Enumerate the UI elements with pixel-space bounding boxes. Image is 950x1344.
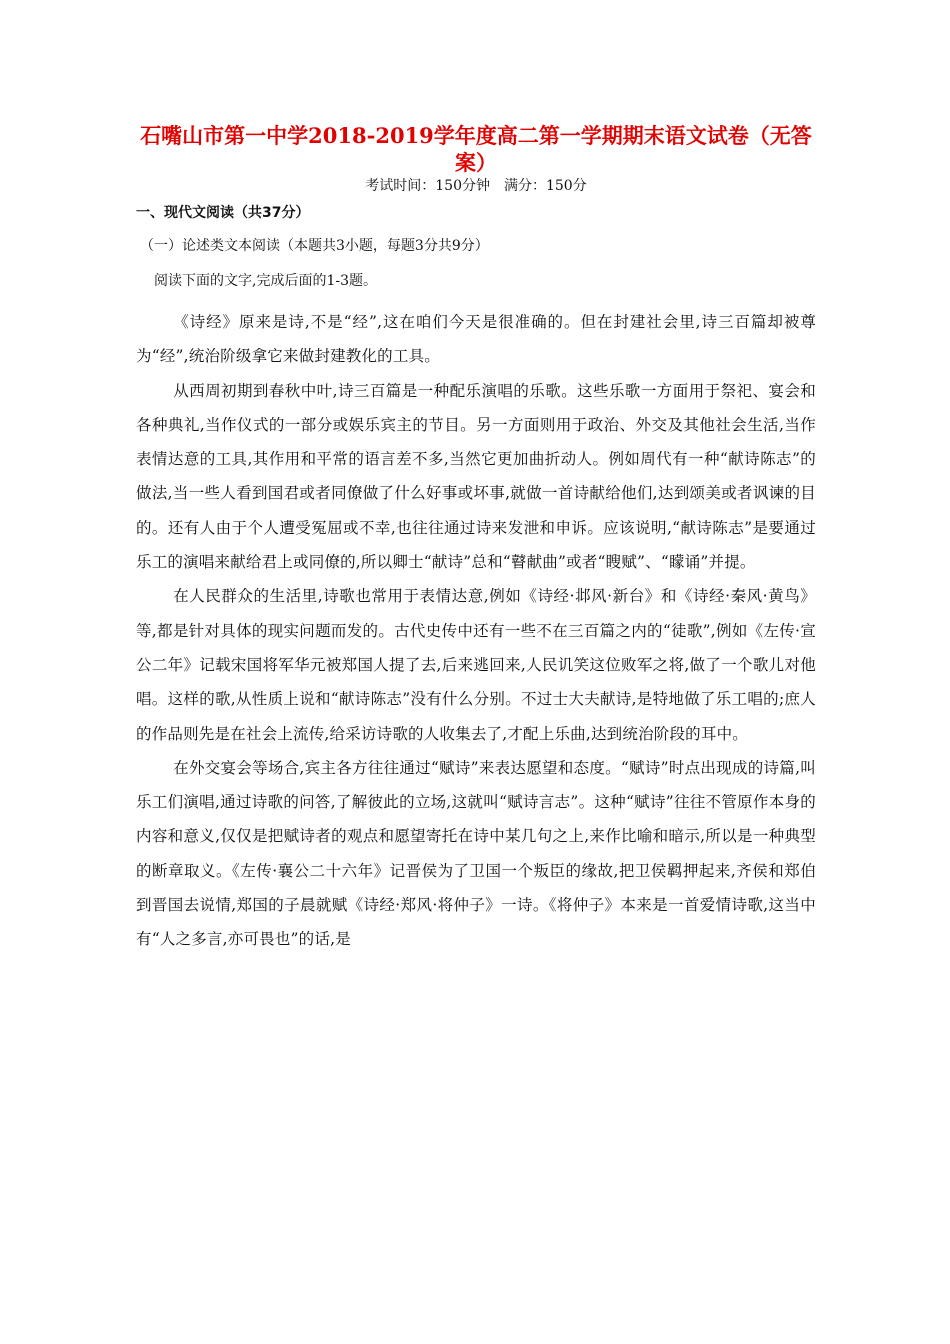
section-heading: 一、现代文阅读（共37分） xyxy=(136,205,310,221)
reading-instruction: 阅读下面的文字,完成后面的1-3题。 xyxy=(154,273,377,289)
passage-paragraph-4: 在外交宴会等场合,宾主各方往往通过“赋诗”来表达愿望和态度。“赋诗”时点出现成的诗篇,叫乐工们演唱,通过诗歌的问答,了解彼此的立场,这就叫“赋诗言志”。这种“赋诗”往往不管原作本身的内容和意义,仅仅是把赋诗者的观点和愿望寄托在诗中某几句之上,来作比喻和暗示,所以是一种典型的断章取义。《左传·襄公二十六年》记晋侯为了卫国一个叛臣的缘故,把卫侯羁押起来,齐侯和郑伯到晋国去说情,郑国的子晨就赋《诗经·郑风·将仲子》一诗。《将仲子》本来是一首爱情诗歌,这当中有“人之多言,亦可畏也”的话,是 xyxy=(136,758,816,949)
passage-paragraph-2: 从西周初期到春秋中叶,诗三百篇是一种配乐演唱的乐歌。这些乐歌一方面用于祭祀、宴会和各种典礼,当作仪式的一部分或娱乐宾主的节目。另一方面则用于政治、外交及其他社会生活,当作表情达意的工具,其作用和平常的语言差不多,当然它更加曲折动人。例如周代有一种“献诗陈志”的做法,当一些人看到国君或者同僚做了什么好事或坏事,就做一首诗献给他们,达到颂美或者讽谏的目的。还有人由于个人遭受冤屈或不幸,也往往通过诗来发泄和申诉。应该说明,“献诗陈志”是要通过乐工的演唱来献给君上或同僚的,所以卿士“献诗”总和“瞽献曲”或者“瞍赋”、“矇诵”并提。 xyxy=(136,381,816,572)
exam-title: 石嘴山市第一中学2018-2019学年度高二第一学期期末语文试卷（无答案） xyxy=(140,123,812,175)
reading-passage xyxy=(136,305,816,957)
passage-paragraph-3: 在人民群众的生活里,诗歌也常用于表情达意,例如《诗经·邶风·新台》和《诗经·秦风·黄鸟》等,都是针对具体的现实问题而发的。古代史传中还有一些不在三百篇之内的“徒歌”,例如《左传·宣公二年》记载宋国将军华元被郑国人提了去,后来逃回来,人民讥笑这位败军之将,做了一个歌儿对他唱。这样的歌,从性质上说和“献诗陈志”没有什么分别。不过士大夫献诗,是特地做了乐工唱的;庶人的作品则先是在社会上流传,给采访诗歌的人收集去了,才配上乐曲,达到统治阶段的耳中。 xyxy=(136,587,816,743)
passage-paragraph-1: 《诗经》原来是诗,不是“经”,这在咱们今天是很准确的。但在封建社会里,诗三百篇却被尊为“经”,统治阶级拿它来做封建教化的工具。 xyxy=(136,313,816,366)
subsection-heading: （一）论述类文本阅读（本题共3小题，每题3分共9分） xyxy=(140,238,489,254)
exam-time-and-score: 考试时间：150分钟 满分：150分 xyxy=(365,178,587,194)
